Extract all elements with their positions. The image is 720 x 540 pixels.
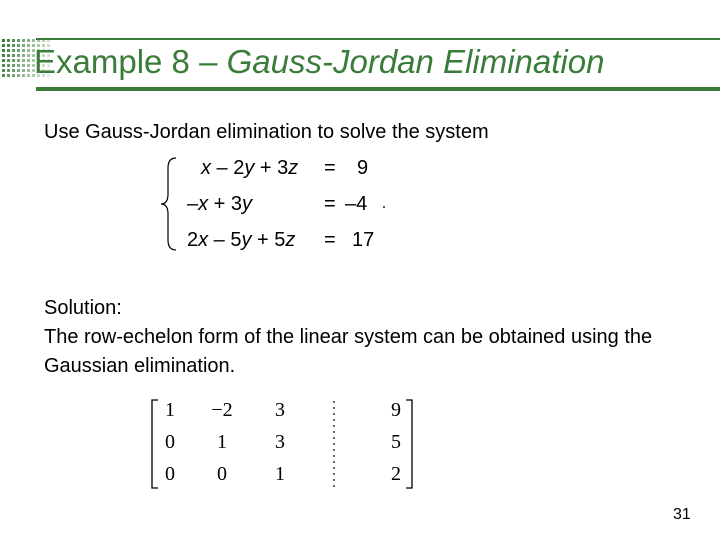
logo-dot — [12, 49, 15, 52]
logo-dot — [27, 44, 30, 47]
matrix-separator-dot — [333, 449, 335, 451]
logo-dot — [17, 59, 20, 62]
matrix-separator-dot — [333, 479, 335, 481]
title-rule-bottom — [36, 87, 720, 91]
intro-text: Use Gauss-Jordan elimination to solve the system — [44, 121, 489, 143]
logo-dot — [17, 74, 20, 77]
matrix-separator-dot — [333, 437, 335, 439]
logo-dot — [7, 39, 10, 42]
logo-dot — [22, 54, 25, 57]
system-brace — [158, 156, 180, 252]
matrix-separator-dot — [333, 455, 335, 457]
logo-dot — [7, 64, 10, 67]
equation-2-lhs: –x + 3y — [187, 193, 253, 215]
logo-dot — [17, 44, 20, 47]
logo-dot — [17, 64, 20, 67]
logo-dot — [27, 74, 30, 77]
logo-dot — [7, 49, 10, 52]
matrix-separator-dot — [333, 443, 335, 445]
equation-2-eq: = — [324, 193, 336, 215]
matrix-cell: 3 — [275, 431, 285, 453]
matrix-cell: 1 — [165, 399, 175, 421]
logo-dot — [27, 49, 30, 52]
equation-1-lhs: x – 2y + 3z — [201, 157, 299, 179]
logo-dot — [12, 59, 15, 62]
matrix-separator-dot — [333, 413, 335, 415]
matrix-separator-dot — [333, 407, 335, 409]
logo-dot — [2, 59, 5, 62]
logo-dot — [12, 54, 15, 57]
logo-dot — [12, 74, 15, 77]
logo-dot — [2, 64, 5, 67]
slide-title — [34, 42, 604, 82]
logo-dot — [22, 59, 25, 62]
logo-dot — [12, 69, 15, 72]
logo-dot — [2, 69, 5, 72]
equation-1-rhs: 9 — [357, 157, 369, 179]
solution-label: Solution: — [44, 297, 122, 319]
matrix-separator-dot — [333, 467, 335, 469]
equation-3-eq: = — [324, 229, 336, 251]
logo-dot — [27, 39, 30, 42]
logo-dot — [2, 39, 5, 42]
matrix-separator-dot — [333, 425, 335, 427]
logo-dot — [2, 49, 5, 52]
logo-dot — [27, 54, 30, 57]
logo-dot — [2, 74, 5, 77]
logo-dot — [2, 54, 5, 57]
logo-dot — [22, 39, 25, 42]
logo-dot — [22, 44, 25, 47]
matrix-cell: 0 — [217, 463, 227, 485]
logo-dot — [2, 44, 5, 47]
matrix-cell: 9 — [391, 399, 401, 421]
stray-dot — [383, 206, 385, 208]
logo-dot — [7, 69, 10, 72]
augmented-matrix — [148, 398, 416, 490]
logo-dot — [7, 44, 10, 47]
logo-dot — [12, 64, 15, 67]
equation-1-eq: = — [324, 157, 336, 179]
title-prefix: Example 8 – — [34, 43, 227, 80]
matrix-cell: 5 — [391, 431, 401, 453]
matrix-cell: 0 — [165, 431, 175, 453]
matrix-cell: 3 — [275, 399, 285, 421]
logo-dot — [17, 39, 20, 42]
solution-text: The row-echelon form of the linear system can be obtained using the Gaussian elimination. — [44, 326, 653, 377]
matrix-cell: 1 — [217, 431, 227, 453]
matrix-cell: 2 — [391, 463, 401, 485]
matrix-separator-dot — [333, 431, 335, 433]
logo-dot — [22, 49, 25, 52]
logo-dot — [17, 69, 20, 72]
logo-dot — [22, 69, 25, 72]
logo-dot — [7, 74, 10, 77]
equation-2-rhs: –4 — [345, 193, 368, 215]
page-number: 31 — [673, 506, 691, 523]
matrix-separator-dot — [333, 419, 335, 421]
logo-dot — [22, 74, 25, 77]
matrix-separator-dot — [333, 461, 335, 463]
matrix-cell: 0 — [165, 463, 175, 485]
logo-dot — [27, 69, 30, 72]
logo-dot — [27, 64, 30, 67]
equation-3-rhs: 17 — [352, 229, 375, 251]
solution-block — [44, 294, 704, 381]
title-rule-top — [36, 38, 720, 40]
matrix-cell: −2 — [211, 399, 233, 421]
logo-dot — [7, 54, 10, 57]
logo-dot — [27, 59, 30, 62]
logo-dot — [17, 54, 20, 57]
title-italic: Gauss-Jordan Elimination — [226, 43, 605, 80]
matrix-separator-dot — [333, 485, 335, 487]
matrix-separator-dot — [333, 401, 335, 403]
equation-3-lhs: 2x – 5y + 5z — [187, 229, 296, 251]
logo-dot — [12, 39, 15, 42]
logo-dot — [12, 44, 15, 47]
logo-dot — [17, 49, 20, 52]
matrix-cell: 1 — [275, 463, 285, 485]
logo-dot — [22, 64, 25, 67]
matrix-separator-dot — [333, 473, 335, 475]
logo-dot — [7, 59, 10, 62]
